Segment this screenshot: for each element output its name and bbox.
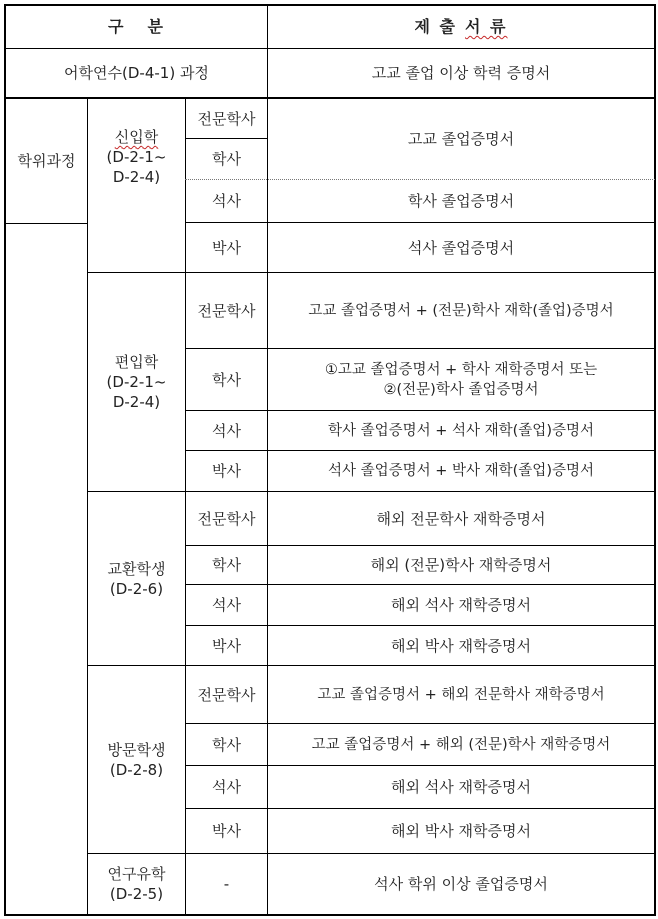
header-documents-part2: 서 류 <box>465 17 508 36</box>
exchange-level: 박사 <box>212 636 241 655</box>
exchange-document: 해외 전문학사 재학증명서 <box>376 509 546 528</box>
header-documents-part1: 제 출 <box>414 17 457 36</box>
visiting-document: 고교 졸업증명서 + 해외 전문학사 재학증명서 <box>317 686 605 703</box>
freshman-level: 학사 <box>212 150 241 168</box>
visiting-level: 학사 <box>212 735 241 754</box>
degree-program-label: 학위과정 <box>17 152 76 170</box>
freshman-code-line1: (D-2-1~ <box>106 148 167 166</box>
transfer-group <box>88 273 185 491</box>
transfer-code-line1: (D-2-1~ <box>106 373 167 391</box>
visiting-level: 전문학사 <box>197 685 256 704</box>
transfer-document-line1: ①고교 졸업증명서 + 학사 재학증명서 또는 <box>324 361 598 378</box>
visiting-code: (D-2-8) <box>109 760 164 779</box>
transfer-document-line2: ②(전문)학사 졸업증명서 <box>383 381 539 398</box>
freshman-level: 전문학사 <box>197 109 256 128</box>
table-border-right <box>654 4 656 916</box>
transfer-level: 박사 <box>212 462 241 480</box>
exchange-document: 해외 (전문)학사 재학증명서 <box>370 556 552 574</box>
transfer-document: 고교 졸업증명서 + (전문)학사 재학(졸업)증명서 <box>308 302 614 319</box>
freshman-group <box>88 99 185 272</box>
header-category-part1: 구 <box>108 17 126 36</box>
transfer-document <box>268 349 654 410</box>
freshman-document: 고교 졸업증명서 <box>407 130 515 148</box>
visiting-document: 해외 박사 재학증명서 <box>391 822 531 840</box>
exchange-code: (D-2-6) <box>109 579 164 598</box>
freshman-code-line2: D-2-4) <box>112 168 161 186</box>
header-category-part2: 분 <box>147 17 165 36</box>
research-document: 석사 학위 이상 졸업증명서 <box>374 875 548 893</box>
exchange-level: 학사 <box>212 556 241 574</box>
language-course-label: 어학연수(D-4-1) 과정 <box>64 64 209 82</box>
transfer-document: 석사 졸업증명서 + 박사 재학(졸업)증명서 <box>327 463 594 479</box>
freshman-document: 학사 졸업증명서 <box>407 192 515 210</box>
transfer-level: 석사 <box>212 421 241 440</box>
table-border-bottom <box>4 914 656 916</box>
exchange-level: 전문학사 <box>197 509 256 528</box>
freshman-label: 신입학 <box>114 128 159 146</box>
exchange-document: 해외 박사 재학증명서 <box>391 636 531 655</box>
research-code: (D-2-5) <box>109 885 164 903</box>
header-category <box>6 6 267 48</box>
exchange-level: 석사 <box>212 596 241 614</box>
research-level: - <box>223 875 230 893</box>
language-course-document: 고교 졸업 이상 학력 증명서 <box>371 64 551 82</box>
visiting-document: 해외 석사 재학증명서 <box>391 778 531 796</box>
transfer-level: 전문학사 <box>197 301 256 320</box>
research-label: 연구유학 <box>107 865 166 883</box>
visiting-document: 고교 졸업증명서 + 해외 (전문)학사 재학증명서 <box>311 736 611 753</box>
transfer-document: 학사 졸업증명서 + 석사 재학(졸업)증명서 <box>327 422 594 439</box>
freshman-document: 석사 졸업증명서 <box>407 238 515 257</box>
degree-box-divider <box>4 223 88 224</box>
exchange-document: 해외 석사 재학증명서 <box>391 596 531 614</box>
research-group <box>88 854 185 914</box>
visiting-level: 석사 <box>212 778 241 796</box>
exchange-label: 교환학생 <box>107 559 166 578</box>
visiting-group <box>88 666 185 853</box>
transfer-code-line2: D-2-4) <box>112 393 161 411</box>
visiting-level: 박사 <box>212 822 241 840</box>
transfer-level: 학사 <box>212 370 241 389</box>
freshman-level: 석사 <box>212 192 241 210</box>
visiting-label: 방문학생 <box>107 740 166 759</box>
header-documents <box>268 6 654 48</box>
transfer-label: 편입학 <box>114 353 159 371</box>
freshman-level: 박사 <box>212 238 241 257</box>
exchange-group <box>88 492 185 665</box>
